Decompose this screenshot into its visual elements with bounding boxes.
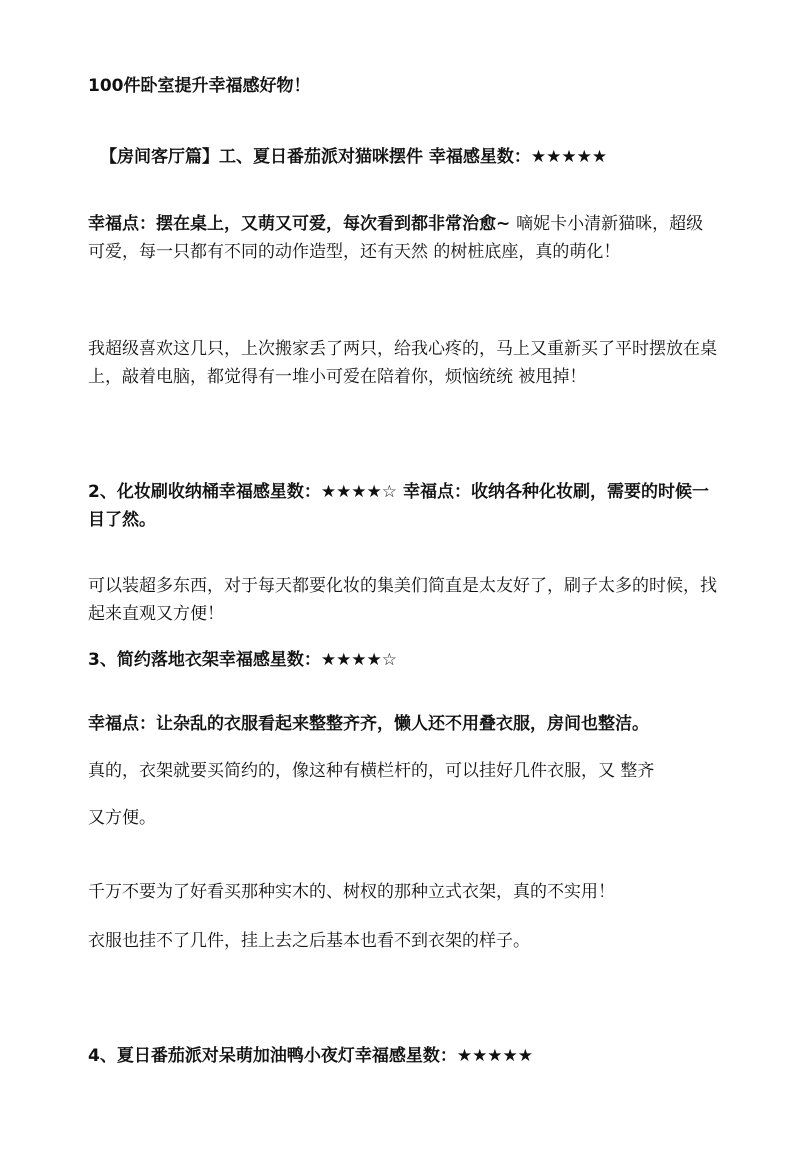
section-1-highlight-bold: 幸福点：摆在桌上，又萌又可爱，每次看到都非常治愈~ (88, 214, 517, 234)
section-3-heading: 3、简约落地衣架幸福感星数：★★★★☆ (88, 650, 398, 670)
section-3-line-2: 又方便。 (88, 808, 156, 828)
section-4-heading: 4、夏日番茄派对呆萌加油鸭小夜灯幸福感星数：★★★★★ (88, 1046, 534, 1066)
section-3-line-3: 千万不要为了好看买那种实木的、树杈的那种立式衣架，真的不实用！ (88, 882, 615, 902)
section-1-highlight-rest: 嘀妮卡小清新猫咪，超级可爱，每一只都有不同的动作造型，还有天然 的树桩底座，真的萌化！ (88, 214, 704, 262)
section-3-line-4: 衣服也挂不了几件，挂上去之后基本也看不到衣架的样子。 (88, 931, 530, 951)
section-2-heading: 2、化妆刷收纳桶幸福感星数：★★★★☆ 幸福点：收纳各种化妆刷，需要的时候一目了然。 (88, 482, 709, 530)
section-2-paragraph: 可以装超多东西，对于每天都要化妆的集美们简直是太友好了，刷子太多的时候，找起来直观又方便！ (88, 576, 717, 624)
section-1-highlight (88, 210, 720, 266)
section-1-heading: 【房间客厅篇】工、夏日番茄派对猫咪摆件 幸福感星数：★★★★★ (100, 147, 608, 167)
document-title: 100件卧室提升幸福感好物！ (88, 76, 311, 96)
section-3-line-1: 真的，衣架就要买简约的，像这种有横栏杆的，可以挂好几件衣服，又 整齐 (88, 761, 655, 781)
section-1-paragraph: 我超级喜欢这几只，上次搬家丢了两只，给我心疼的，马上又重新买了平时摆放在桌上，敲着电脑，都觉得有一堆小可爱在陪着你，烦恼统统 被甩掉！ (88, 339, 717, 387)
section-3-highlight: 幸福点：让杂乱的衣服看起来整整齐齐，懒人还不用叠衣服，房间也整洁。 (88, 714, 649, 734)
